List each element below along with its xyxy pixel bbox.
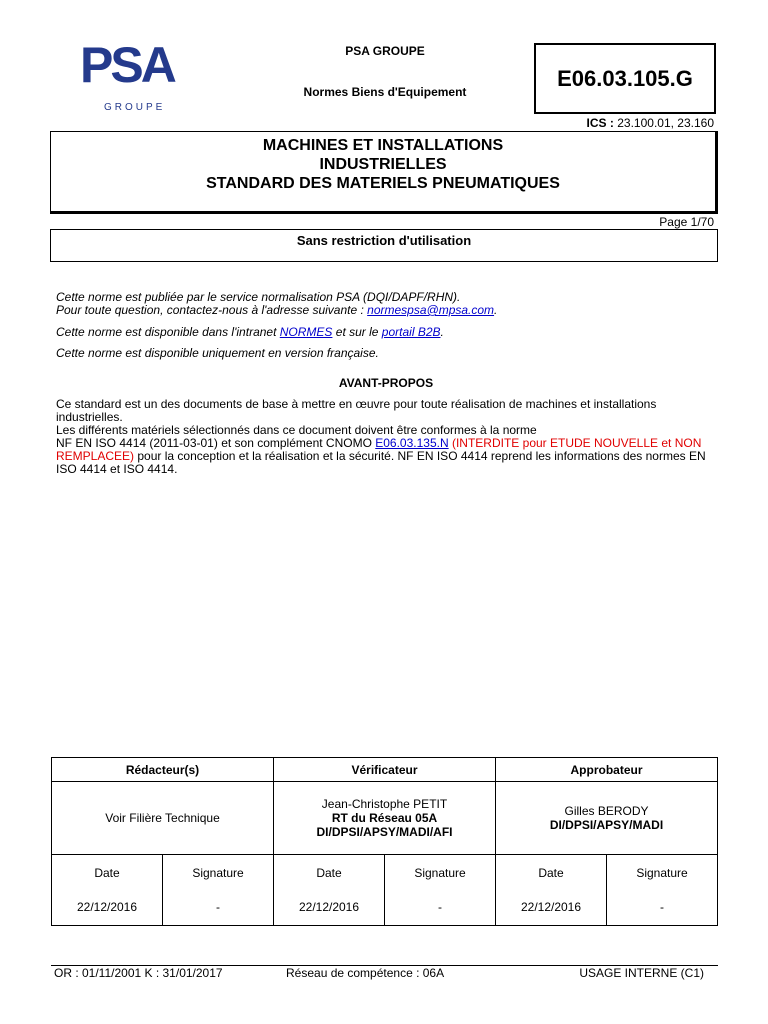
intro-text: Cette norme est disponible dans l'intranet	[56, 325, 280, 339]
approbateur-name: Gilles BERODY	[564, 804, 649, 818]
date-value: 22/12/2016	[76, 900, 138, 914]
approbateur-cell	[496, 782, 718, 855]
intro-text: Pour toute question, contactez-nous à l'adresse suivante :	[56, 303, 368, 317]
avant-propos-p2: Les différents matériels sélectionnés dans ce document doivent être conformes à la norme	[56, 423, 537, 437]
ics-line	[587, 116, 714, 130]
intro-paragraph-1	[56, 291, 716, 317]
approbateur-role: DI/DPSI/APSY/MADI	[549, 818, 664, 832]
logo-text: PSA	[80, 40, 174, 93]
intro-text: .	[440, 325, 444, 339]
intro-line-2	[56, 304, 716, 317]
date-value: 22/12/2016	[520, 900, 582, 914]
footer-network: Réseau de compétence : 06A	[286, 966, 445, 980]
verificateur-cell	[274, 782, 496, 855]
verificateur-signature	[385, 855, 496, 926]
approbateur-signature	[607, 855, 718, 926]
avant-propos-heading: AVANT-PROPOS	[338, 376, 434, 390]
intro-paragraph-3: Cette norme est disponible uniquement en version française.	[56, 346, 379, 360]
title-line-3: STANDARD DES MATERIELS PNEUMATIQUES	[206, 175, 560, 192]
interdite-note: (INTERDITE pour ETUDE NOUVELLE et NON REMPLACEE)	[56, 436, 702, 463]
footer-usage: USAGE INTERNE (C1)	[579, 966, 704, 980]
ics-label: ICS :	[586, 116, 614, 130]
restriction-box: Sans restriction d'utilisation	[50, 229, 718, 262]
approval-table	[51, 757, 718, 926]
intro-text: .	[494, 303, 498, 317]
email-link[interactable]: normespsa@mpsa.com	[367, 303, 495, 317]
norms-subtitle: Normes Biens d'Equipement	[303, 85, 467, 99]
signature-value: -	[660, 900, 664, 914]
avant-propos-p3	[56, 437, 716, 476]
header-redacteur: Rédacteur(s)	[52, 758, 274, 782]
signature-label: Signature	[636, 866, 688, 880]
redacteur-date	[52, 855, 163, 926]
intro-line-1: Cette norme est publiée par le service normalisation PSA (DQI/DAPF/RHN).	[56, 290, 461, 304]
redacteur-signature	[163, 855, 274, 926]
document-title	[50, 131, 718, 214]
verificateur-role-1: RT du Réseau 05A	[331, 811, 438, 825]
logo-subtext: GROUPE	[104, 102, 166, 113]
page-number: Page 1/70	[659, 215, 714, 229]
approbateur-date	[496, 855, 607, 926]
document-code: E06.03.105.G	[534, 43, 716, 114]
redacteur-cell: Voir Filière Technique	[52, 782, 274, 855]
date-label: Date	[538, 866, 564, 880]
header-verificateur: Vérificateur	[274, 758, 496, 782]
approval-dates-row	[52, 855, 718, 926]
avant-propos-text: NF EN ISO 4414 (2011-03-01) et son complément CNOMO	[56, 436, 376, 450]
company-name: PSA GROUPE	[345, 44, 425, 58]
date-label: Date	[316, 866, 342, 880]
signature-label: Signature	[414, 866, 466, 880]
header-approbateur: Approbateur	[496, 758, 718, 782]
intro-text: et sur le	[332, 325, 382, 339]
psa-logo	[78, 40, 208, 115]
cnomo-link[interactable]: E06.03.135.N	[375, 436, 449, 450]
avant-propos-p1: Ce standard est un des documents de base à mettre en œuvre pour toute réalisation de machines et installations industrielles.	[56, 397, 657, 424]
normes-link[interactable]: NORMES	[279, 325, 333, 339]
signature-label: Signature	[192, 866, 244, 880]
intro-paragraph-2	[56, 326, 716, 339]
verificateur-name: Jean-Christophe PETIT	[321, 797, 448, 811]
avant-propos-text: pour la conception et la réalisation et la sécurité. NF EN ISO 4414 reprend les informations des normes EN ISO 4414 et ISO 4414.	[56, 449, 706, 476]
approval-names-row	[52, 782, 718, 855]
portail-b2b-link[interactable]: portail B2B	[381, 325, 441, 339]
approval-header-row	[52, 758, 718, 782]
verificateur-role-2: DI/DPSI/APSY/MADI/AFI	[316, 825, 453, 839]
avant-propos-body	[56, 398, 716, 476]
footer-dates: OR : 01/11/2001 K : 31/01/2017	[54, 966, 223, 980]
ics-value: 23.100.01, 23.160	[617, 116, 714, 130]
signature-value: -	[438, 900, 442, 914]
signature-value: -	[216, 900, 220, 914]
verificateur-date	[274, 855, 385, 926]
title-line-1: MACHINES ET INSTALLATIONS	[262, 137, 504, 154]
title-line-2: INDUSTRIELLES	[319, 156, 447, 173]
date-label: Date	[94, 866, 120, 880]
date-value: 22/12/2016	[298, 900, 360, 914]
